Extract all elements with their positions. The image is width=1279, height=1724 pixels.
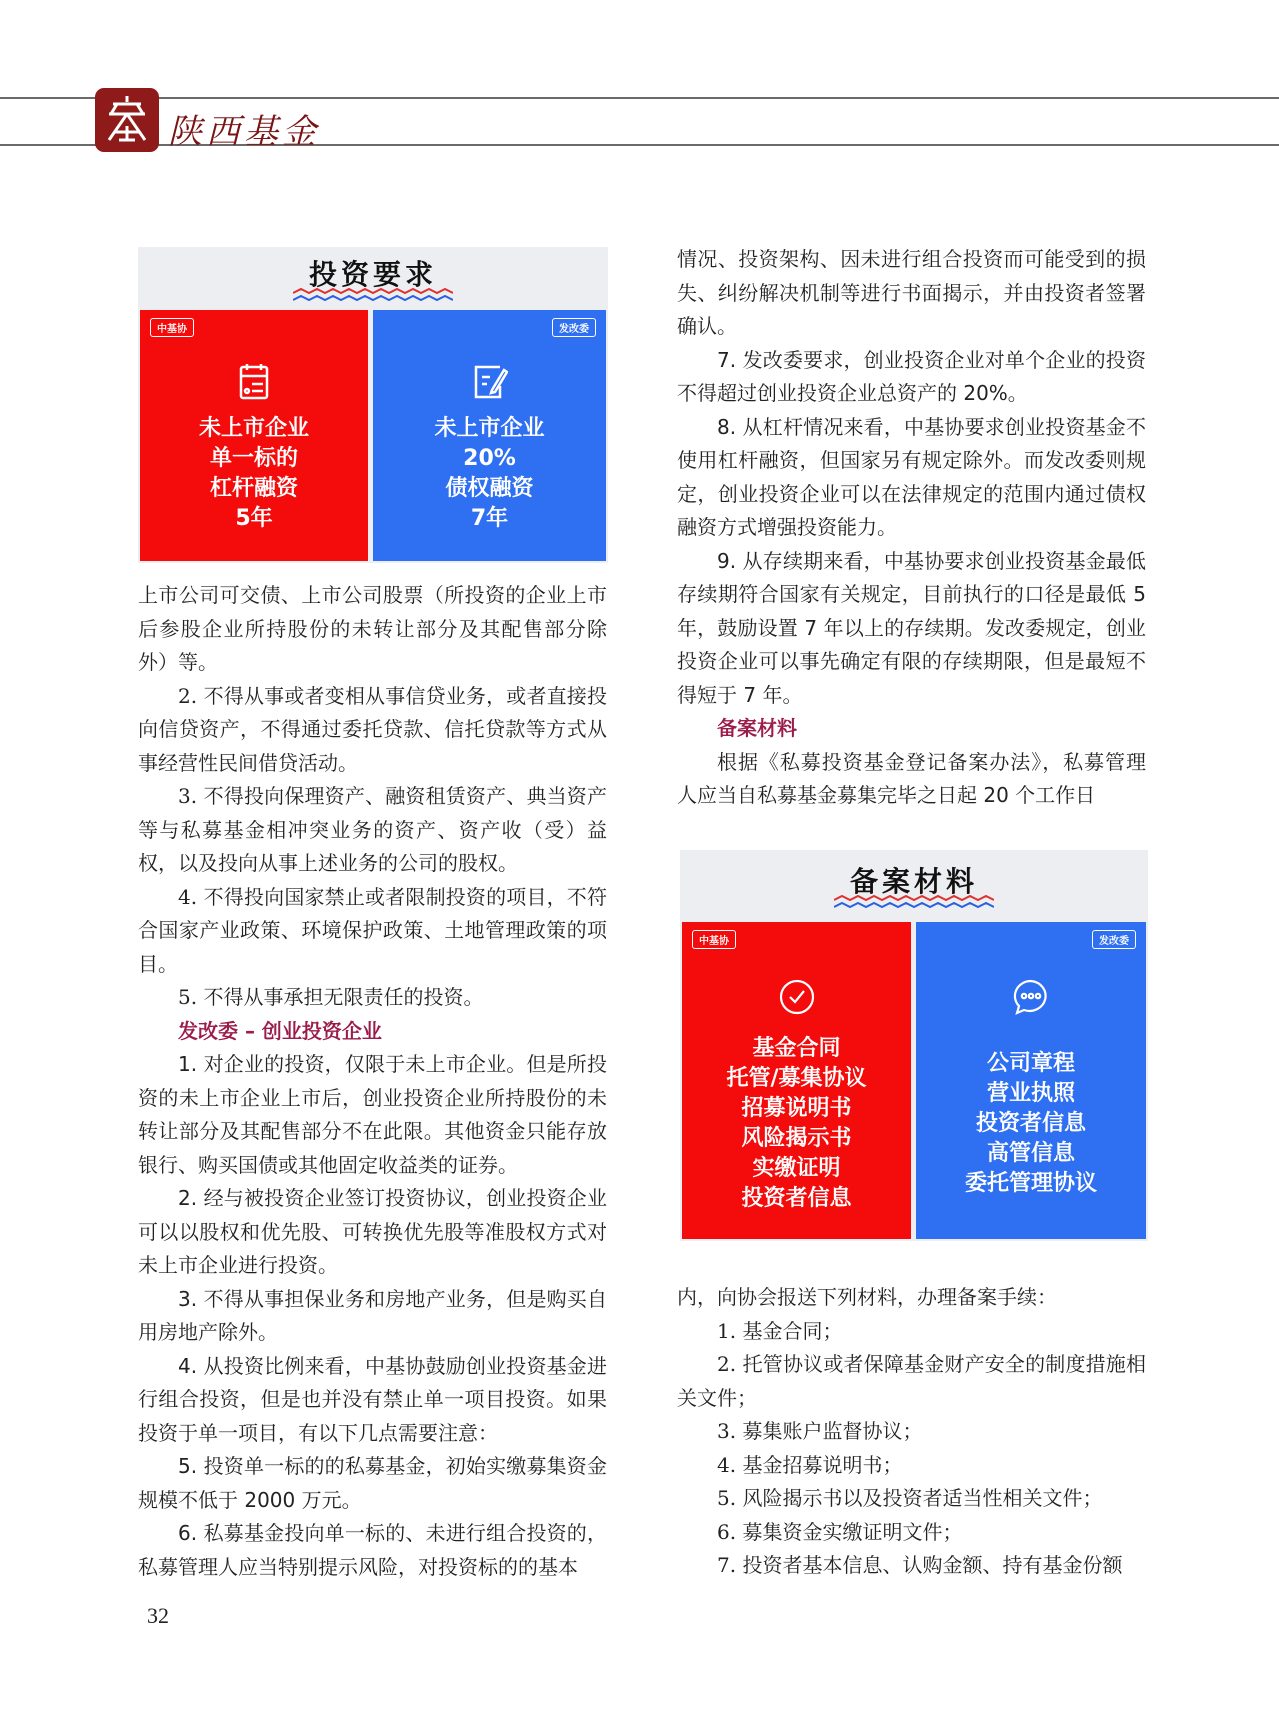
panel-line: 7年 [470,506,509,531]
paragraph: 2. 经与被投资企业签订投资协议，创业投资企业可以以股权和优先股、可转换优先股等准股权方式对未上市企业进行投资。 [138,1186,607,1277]
panel-line: 20% [463,446,516,471]
paragraph: 7. 发改委要求，创业投资企业对单个企业的投资不得超过创业投资企业总资产的 20%。 [677,347,1146,405]
panel-line: 投资者信息 [741,1186,852,1211]
infographic-title: 备案材料 [849,865,978,898]
paragraph: 5. 投资单一标的的私募基金，初始实缴募集资金规模不低于 2000 万元。 [138,1454,607,1512]
panel-line: 基金合同 [752,1036,841,1061]
right-column-upper [677,243,1146,813]
left-column [138,579,607,1584]
edit-document-icon [472,362,508,400]
paragraph: 6. 私募基金投向单一标的、未进行组合投资的，私募管理人应当特别提示风险，对投资标的的基本 [138,1521,607,1579]
calendar-icon [238,362,270,400]
paragraph: 4. 从投资比例来看，中基协鼓励创业投资基金进行组合投资，但是也并没有禁止单一项目投资。如果投资于单一项目，有以下几点需要注意： [138,1353,607,1445]
paragraph: 8. 从杠杆情况来看，中基协要求创业投资基金不使用杠杆融资，但国家另有规定除外。而发改委则规定，创业投资企业可以在法律规定的范围内通过债权融资方式增强投资能力。 [677,414,1146,539]
paragraph: 4. 不得投向国家禁止或者限制投资的项目，不符合国家产业政策、环境保护政策、土地管理政策的项目。 [138,884,607,976]
infographic-filing-materials [680,850,1148,1241]
panel-line: 风险揭示书 [741,1126,852,1151]
list-item: 2. 托管协议或者保障基金财产安全的制度措施相关文件； [677,1352,1146,1410]
section-heading: 发改委 – 创业投资企业 [178,1018,382,1043]
chat-bubble-icon [1012,978,1050,1016]
list-item: 6. 募集资金实缴证明文件； [717,1519,963,1544]
infographic-title: 投资要求 [308,258,437,291]
panel-line: 托管/募集协议 [726,1066,867,1091]
panel-amac [682,922,911,1239]
list-item: 4. 基金招募说明书； [717,1452,903,1477]
header-rule-top [0,97,1279,99]
panel-line: 招募说明书 [741,1096,852,1121]
panel-line: 杠杆融资 [209,476,298,501]
page-number: 32 [147,1603,169,1628]
panel-line: 债权融资 [445,476,534,501]
paragraph: 5. 不得从事承担无限责任的投资。 [178,985,484,1009]
panel-line: 高管信息 [986,1141,1075,1166]
paragraph: 内，向协会报送下列材料，办理备案手续： [677,1285,1057,1309]
paragraph: 情况、投资架构、因未进行组合投资而可能受到的损失、纠纷解决机制等进行书面揭示，并由投资者签署确认。 [677,247,1146,338]
paragraph: 根据《私募投资基金登记备案办法》，私募管理人应当自私募基金募集完毕之日起 20 个工作日 [677,749,1146,807]
paragraph: 3. 不得投向保理资产、融资租赁资产、典当资产等与私募基金相冲突业务的资产、资产收（受）益权，以及投向从事上述业务的公司的股权。 [138,784,607,875]
list-item: 1. 基金合同； [717,1318,843,1343]
panel-line: 营业执照 [986,1081,1075,1106]
paragraph: 上市公司可交债、上市公司股票（所投资的企业上市后参股企业所持股份的未转让部分及其配售部分除外）等。 [138,583,607,674]
list-item: 3. 募集账户监督协议； [717,1419,923,1443]
tag-ndrc: 发改委 [1092,930,1136,949]
paragraph: 3. 不得从事担保业务和房地产业务，但是购买自用房地产除外。 [138,1286,607,1344]
panel-ndrc [916,922,1146,1239]
list-item: 5. 风险揭示书以及投资者适当性相关文件； [717,1486,1103,1510]
panel-line: 委托管理协议 [964,1171,1097,1196]
panel-line: 投资者信息 [975,1111,1086,1136]
panel-amac [140,310,368,561]
wave-underline [293,287,453,303]
panel-line: 5年 [235,506,273,531]
section-heading: 备案材料 [717,716,797,740]
panel-ndrc [373,310,606,561]
panel-line: 单一标的 [209,446,298,471]
wave-underline [834,894,994,910]
paragraph: 1. 对企业的投资，仅限于未上市企业。但是所投资的未上市企业上市后，创业投资企业所持股份的未转让部分及其配售部分不在此限。其他资金只能存放银行、购买国债或其他固定收益类的证券。 [138,1052,607,1177]
check-circle-icon [778,978,816,1016]
infographic-investment-requirements [138,247,608,563]
list-item: 7. 投资者基本信息、认购金额、持有基金份额 [717,1553,1123,1577]
right-column-lower [677,1281,1146,1583]
paragraph: 2. 不得从事或者变相从事信贷业务，或者直接投向信贷资产，不得通过委托贷款、信托贷款等方式从事经营性民间借贷活动。 [138,683,607,775]
brand-logo [95,88,159,152]
brand-name: 陕西基金 [168,112,320,152]
tag-amac: 中基协 [692,930,736,949]
panel-line: 公司章程 [986,1051,1075,1076]
panel-line: 未上市企业 [434,416,545,441]
tag-ndrc: 发改委 [552,318,596,337]
paragraph: 9. 从存续期来看，中基协要求创业投资基金最低存续期符合国家有关规定，目前执行的口径是最低 5 年，鼓励设置 7 年以上的存续期。发改委规定，创业投资企业可以事先确定有限的存续期限，但是最短不得短于 7 年。 [677,548,1146,707]
tag-amac: 中基协 [150,318,194,337]
panel-line: 未上市企业 [198,416,309,441]
panel-line: 实缴证明 [752,1156,841,1181]
